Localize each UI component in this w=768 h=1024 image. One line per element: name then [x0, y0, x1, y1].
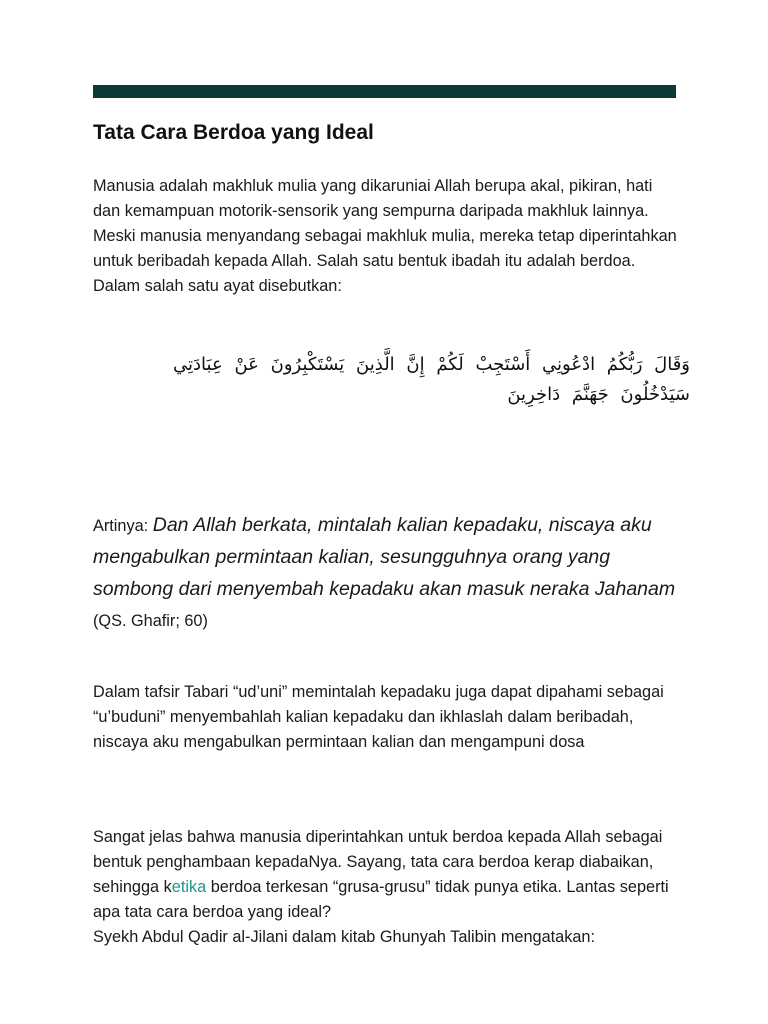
tafsir-paragraph: Dalam tafsir Tabari “ud’uni” memintalah kepadaku juga dapat dipahami sebagai “u’buduni” menyembahlah kalian kepadaku dan ikhlaslah dalam beribadah, niscaya aku mengabulkan permintaan kalian dan mengampuni dosa [93, 683, 664, 751]
page-title: Tata Cara Berdoa yang Ideal [93, 121, 374, 144]
translation-label: Artinya: [93, 517, 153, 535]
verse-reference: (QS. Ghafir; 60) [93, 612, 208, 630]
arabic-verse: وَقَالَ رَبُّكُمُ ادْعُونِي أَسْتَجِبْ لَكُمْ إِنَّ الَّذِينَ يَسْتَكْبِرُونَ عَنْ عِبَادَتِي سَيَدْخُلُونَ جَهَنَّمَ دَاخِرِينَ [173, 354, 690, 405]
closing-paragraph [93, 825, 683, 950]
intro-paragraph: Manusia adalah makhluk mulia yang dikaruniai Allah berupa akal, pikiran, hati dan kemampuan motorik-sensorik yang sempurna daripada makhluk lainnya. Meski manusia menyandang sebagai makhluk mulia, mereka tetap diperintahkan untuk beribadah kepada Allah. Salah satu bentuk ibadah itu adalah berdoa. Dalam salah satu ayat disebutkan: [93, 177, 677, 295]
etika-link[interactable]: etika [171, 878, 207, 896]
translation-text: Dan Allah berkata, mintalah kalian kepadaku, niscaya aku mengabulkan permintaan kalian, sesungguhnya orang yang sombong dari menyembah kepadaku akan masuk neraka Jahanam [93, 514, 676, 600]
closing-text-3: Syekh Abdul Qadir al-Jilani dalam kitab Ghunyah Talibin mengatakan: [93, 928, 595, 946]
closing-text-2: berdoa terkesan “grusa-grusu” tidak punya etika. Lantas seperti apa tata cara berdoa yang ideal? [93, 878, 669, 921]
translation-block [93, 510, 683, 637]
header-bar [93, 85, 676, 98]
closing-text-1: Sangat jelas bahwa manusia diperintahkan untuk berdoa kepada Allah sebagai bentuk penghambaan kepadaNya. Sayang, tata cara berdoa kerap diabaikan, sehingga k [93, 828, 663, 896]
